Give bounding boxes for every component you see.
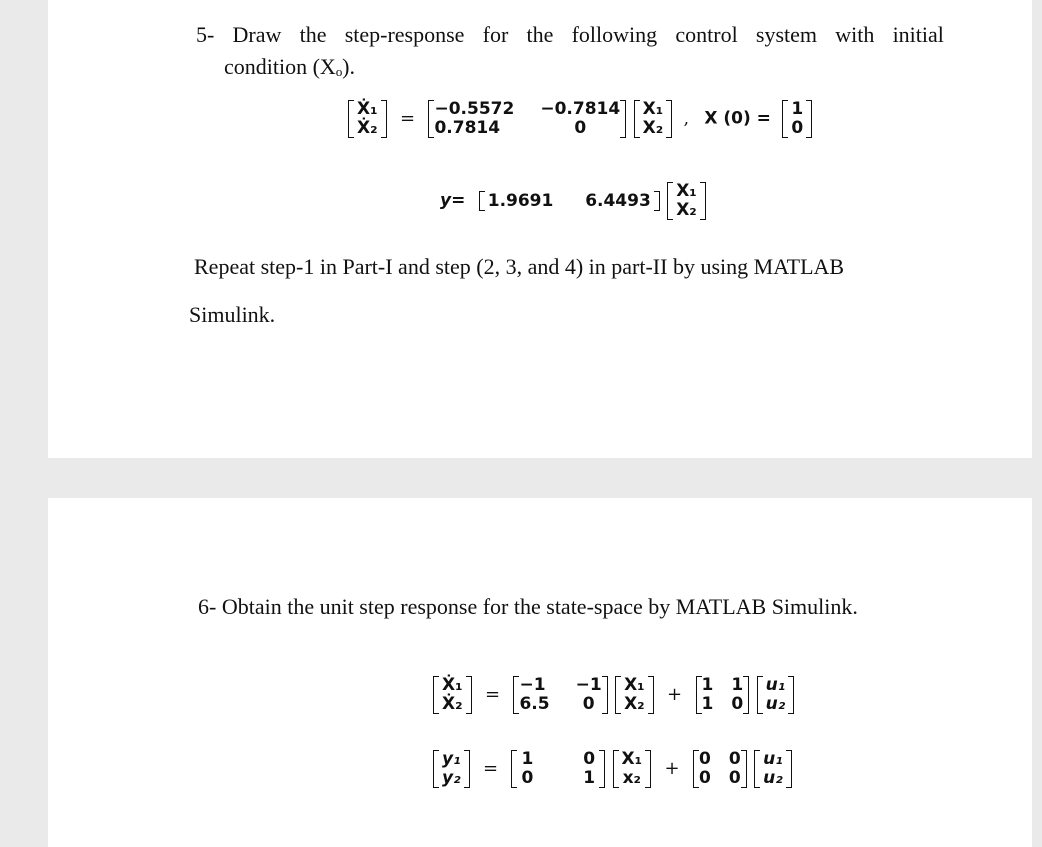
q6-x-entry: X₂ xyxy=(624,694,645,714)
q5-heading-line-2: condition (Xₒ). xyxy=(224,54,355,79)
q5-a-entry: 0 xyxy=(574,118,587,138)
q6-b-entry: 1 xyxy=(731,675,744,695)
q6-b-entry: 1 xyxy=(701,675,714,695)
q6-matrix-c xyxy=(511,750,605,788)
q5-a-entry: −0.7814 xyxy=(540,99,621,119)
q6-d-entry: 0 xyxy=(699,749,711,769)
q5-ic-entry: 1 xyxy=(791,99,804,119)
q5-output-x-entry: X₁ xyxy=(676,181,697,201)
q5-c-entry: 1.9691 xyxy=(487,191,554,211)
q5-output-x-vector xyxy=(667,182,706,220)
q5-heading-line-1 xyxy=(196,20,944,50)
q5-y-label: y= xyxy=(440,190,466,211)
plus-sign: + xyxy=(667,683,683,705)
q6-lhs-entry: Ẋ₂ xyxy=(442,694,463,714)
q5-word: control xyxy=(675,22,738,47)
q5-x-entry: X₂ xyxy=(642,118,664,138)
plus-sign: + xyxy=(664,757,680,779)
q6-d-entry: 0 xyxy=(728,749,741,769)
q5-c-entry: 6.4493 xyxy=(585,191,651,211)
q6-state-equation xyxy=(433,676,794,714)
q6-c-entry: 1 xyxy=(583,768,596,788)
q5-word: system xyxy=(755,22,818,47)
document-page-1 xyxy=(48,0,1032,458)
q5-lhs-vector xyxy=(348,100,387,138)
q5-output-x-entry: X₂ xyxy=(676,200,697,220)
q5-word: step-response xyxy=(344,22,465,47)
q5-output-equation xyxy=(440,182,706,220)
q6-u-entry: u₂ xyxy=(765,694,786,714)
q6-matrix-a xyxy=(513,676,607,714)
q5-repeat-line-1: Repeat step-1 in Part-I and step (2, 3, and 4) in part-II by using MATLAB xyxy=(194,254,845,279)
q6-c-entry: 0 xyxy=(583,749,596,769)
equals-sign: = xyxy=(484,683,501,705)
q6-output-u-vector xyxy=(754,750,792,788)
q6-a-entry: 0 xyxy=(582,694,595,714)
q6-a-entry: −1 xyxy=(575,675,602,695)
q6-c-entry: 0 xyxy=(521,768,534,788)
q5-a-entry: −0.5572 xyxy=(434,99,515,119)
q6-output-lhs-vector xyxy=(433,750,470,788)
q6-lhs-entry: Ẋ₁ xyxy=(442,675,463,695)
q6-d-entry: 0 xyxy=(699,768,711,788)
q6-output-x-entry: X₁ xyxy=(621,749,643,769)
q6-x-vector xyxy=(615,676,654,714)
q5-lhs-entry: Ẋ₁ xyxy=(357,99,378,119)
q5-number: 5- xyxy=(196,22,215,47)
q6-u-vector xyxy=(757,676,795,714)
q5-word: for xyxy=(482,22,509,47)
q5-initial-condition-label: X (0) = xyxy=(704,108,771,129)
q5-matrix-a xyxy=(428,100,626,138)
q6-matrix-b xyxy=(696,676,750,714)
q6-matrix-d xyxy=(693,750,747,788)
q6-d-entry: 0 xyxy=(728,768,741,788)
q6-a-entry: −1 xyxy=(519,675,546,695)
q6-heading: 6- Obtain the unit step response for the state-space by MATLAB Simulink. xyxy=(198,594,858,619)
q5-word: with xyxy=(835,22,875,47)
q5-state-equation: Ẋ₁ Ẋ₂ = −0.5572 −0.7814 0.7814 0 X₁ X₂ , X (0) = 1 0 xyxy=(348,100,812,138)
equals-sign: = xyxy=(399,107,416,129)
q6-b-entry: 0 xyxy=(731,694,744,714)
q5-word: the xyxy=(526,22,554,47)
q5-word: following xyxy=(571,22,658,47)
q5-word: Draw xyxy=(232,22,282,47)
q6-y-entry: y₂ xyxy=(442,768,461,788)
q6-output-u-entry: u₁ xyxy=(763,749,783,769)
q6-output-equation xyxy=(433,750,792,788)
q5-repeat-line-2: Simulink. xyxy=(189,302,276,327)
equals-sign: = xyxy=(482,757,499,779)
q5-a-entry: 0.7814 xyxy=(434,118,501,138)
q6-c-entry: 1 xyxy=(521,749,534,769)
q5-word: the xyxy=(299,22,327,47)
q6-u-entry: u₁ xyxy=(765,675,786,695)
q6-output-u-entry: u₂ xyxy=(763,768,783,788)
q5-matrix-c xyxy=(479,191,660,211)
q6-a-entry: 6.5 xyxy=(519,694,550,714)
q5-ic-entry: 0 xyxy=(791,118,804,138)
q5-word: initial xyxy=(892,22,944,47)
q6-output-x-vector xyxy=(613,750,652,788)
q5-x-entry: X₁ xyxy=(642,99,664,119)
q6-output-x-entry: x₂ xyxy=(622,768,642,788)
q5-initial-condition-vector xyxy=(782,100,812,138)
q5-x-vector xyxy=(634,100,673,138)
q5-lhs-entry: Ẋ₂ xyxy=(357,118,378,138)
document-page-2 xyxy=(48,498,1032,847)
q6-x-entry: X₁ xyxy=(624,675,645,695)
q6-y-entry: y₁ xyxy=(442,749,461,769)
q6-b-entry: 1 xyxy=(701,694,714,714)
q6-lhs-vector xyxy=(433,676,472,714)
